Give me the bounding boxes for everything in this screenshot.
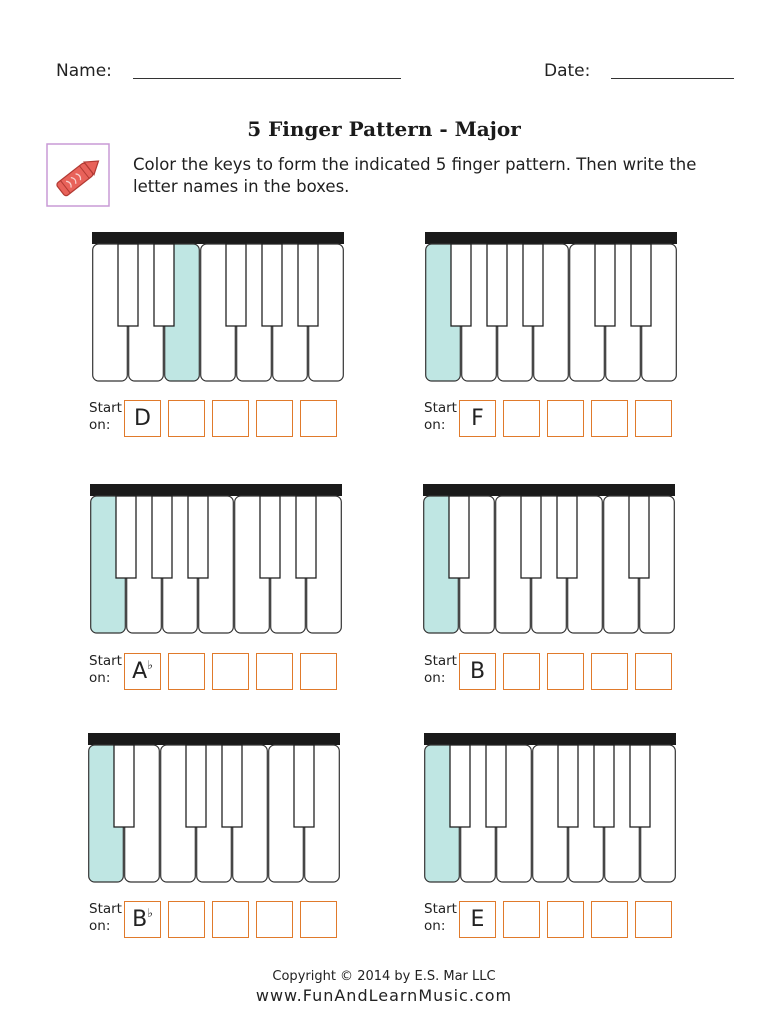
instructions-text: Color the keys to form the indicated 5 finger pattern. Then write the letter names in the boxes. bbox=[133, 155, 697, 196]
start-on-label bbox=[424, 400, 457, 434]
black-key[interactable] bbox=[262, 244, 282, 326]
start-note-letter: E bbox=[470, 907, 485, 932]
letter-answer-box[interactable] bbox=[168, 901, 205, 938]
copyright-text: Copyright © 2014 by E.S. Mar LLC bbox=[272, 969, 496, 984]
black-key[interactable] bbox=[118, 244, 138, 326]
crayon-icon bbox=[46, 143, 110, 207]
letter-answer-box[interactable] bbox=[547, 653, 584, 690]
black-key[interactable] bbox=[152, 496, 172, 578]
start-on-label bbox=[89, 901, 122, 935]
letter-answer-box[interactable] bbox=[300, 901, 337, 938]
keyboard-top-bar bbox=[423, 484, 675, 496]
start-label-line: Start bbox=[424, 400, 457, 416]
black-key[interactable] bbox=[154, 244, 174, 326]
letter-answer-box[interactable] bbox=[212, 400, 249, 437]
black-key[interactable] bbox=[630, 745, 650, 827]
black-key[interactable] bbox=[487, 244, 507, 326]
flat-sign: ♭ bbox=[147, 905, 153, 920]
letter-answer-box[interactable] bbox=[591, 653, 628, 690]
letter-answer-box[interactable] bbox=[256, 653, 293, 690]
on-label-line: on: bbox=[424, 918, 446, 934]
black-key[interactable] bbox=[558, 745, 578, 827]
letter-answer-box[interactable] bbox=[256, 400, 293, 437]
black-key[interactable] bbox=[449, 496, 469, 578]
black-key[interactable] bbox=[186, 745, 206, 827]
black-key[interactable] bbox=[486, 745, 506, 827]
start-note-box bbox=[124, 653, 161, 690]
letter-answer-box[interactable] bbox=[168, 400, 205, 437]
start-label-line: Start bbox=[89, 653, 122, 669]
black-key[interactable] bbox=[521, 496, 541, 578]
start-label-line: Start bbox=[424, 901, 457, 917]
black-key[interactable] bbox=[631, 244, 651, 326]
black-key[interactable] bbox=[557, 496, 577, 578]
start-on-label bbox=[424, 901, 457, 935]
start-note-letter: D bbox=[134, 406, 151, 431]
black-key[interactable] bbox=[226, 244, 246, 326]
name-line[interactable] bbox=[133, 78, 401, 79]
keyboard-top-bar bbox=[92, 232, 344, 244]
black-key[interactable] bbox=[451, 244, 471, 326]
letter-answer-box[interactable] bbox=[300, 400, 337, 437]
on-label-line: on: bbox=[89, 670, 111, 686]
letter-answer-box[interactable] bbox=[547, 901, 584, 938]
start-on-label bbox=[89, 400, 122, 434]
letter-answer-box[interactable] bbox=[300, 653, 337, 690]
date-line[interactable] bbox=[611, 78, 734, 79]
letter-answer-box[interactable] bbox=[168, 653, 205, 690]
black-key[interactable] bbox=[260, 496, 280, 578]
black-key[interactable] bbox=[188, 496, 208, 578]
website-url[interactable]: www.FunAndLearnMusic.com bbox=[255, 986, 513, 1005]
start-note-letter: A bbox=[132, 659, 148, 684]
date-label: Date: bbox=[544, 61, 591, 81]
black-key[interactable] bbox=[594, 745, 614, 827]
on-label-line: on: bbox=[424, 417, 446, 433]
start-note-box bbox=[459, 653, 496, 690]
start-on-label bbox=[89, 653, 122, 687]
black-key[interactable] bbox=[294, 745, 314, 827]
letter-answer-box[interactable] bbox=[635, 400, 672, 437]
start-label-line: Start bbox=[424, 653, 457, 669]
letter-answer-box[interactable] bbox=[547, 400, 584, 437]
piano-keyboard[interactable] bbox=[423, 484, 675, 634]
letter-answer-box[interactable] bbox=[503, 653, 540, 690]
black-key[interactable] bbox=[298, 244, 318, 326]
on-label-line: on: bbox=[89, 417, 111, 433]
start-note-box bbox=[124, 400, 161, 437]
black-key[interactable] bbox=[450, 745, 470, 827]
piano-svg[interactable] bbox=[425, 232, 677, 382]
black-key[interactable] bbox=[296, 496, 316, 578]
start-note-letter: B bbox=[132, 907, 148, 932]
piano-svg[interactable] bbox=[424, 733, 676, 883]
keyboard-top-bar bbox=[90, 484, 342, 496]
black-key[interactable] bbox=[629, 496, 649, 578]
letter-answer-box[interactable] bbox=[212, 901, 249, 938]
black-key[interactable] bbox=[595, 244, 615, 326]
start-note-letter: F bbox=[471, 406, 484, 431]
start-on-label bbox=[424, 653, 457, 687]
letter-answer-box[interactable] bbox=[635, 901, 672, 938]
piano-svg[interactable] bbox=[88, 733, 340, 883]
name-label: Name: bbox=[56, 61, 112, 81]
black-key[interactable] bbox=[523, 244, 543, 326]
page-title: 5 Finger Pattern - Major bbox=[247, 117, 521, 141]
flat-sign: ♭ bbox=[147, 657, 153, 672]
keyboard-top-bar bbox=[424, 733, 676, 745]
piano-keyboard[interactable] bbox=[425, 232, 677, 382]
piano-keyboard[interactable] bbox=[92, 232, 344, 382]
letter-answer-box[interactable] bbox=[503, 400, 540, 437]
piano-keyboard[interactable] bbox=[88, 733, 340, 883]
piano-keyboard[interactable] bbox=[424, 733, 676, 883]
letter-answer-box[interactable] bbox=[256, 901, 293, 938]
piano-svg[interactable] bbox=[423, 484, 675, 634]
letter-answer-box[interactable] bbox=[635, 653, 672, 690]
letter-answer-box[interactable] bbox=[212, 653, 249, 690]
start-note-box bbox=[459, 400, 496, 437]
start-label-line: Start bbox=[89, 901, 122, 917]
letter-answer-box[interactable] bbox=[591, 901, 628, 938]
black-key[interactable] bbox=[116, 496, 136, 578]
keyboard-top-bar bbox=[425, 232, 677, 244]
start-note-box bbox=[124, 901, 161, 938]
piano-svg[interactable] bbox=[90, 484, 342, 634]
on-label-line: on: bbox=[424, 670, 446, 686]
piano-svg[interactable] bbox=[92, 232, 344, 382]
letter-answer-box[interactable] bbox=[591, 400, 628, 437]
start-label-line: Start bbox=[89, 400, 122, 416]
start-note-letter: B bbox=[469, 659, 486, 684]
keyboard-top-bar bbox=[88, 733, 340, 745]
start-note-box bbox=[459, 901, 496, 938]
black-key[interactable] bbox=[114, 745, 134, 827]
piano-keyboard[interactable] bbox=[90, 484, 342, 634]
black-key[interactable] bbox=[222, 745, 242, 827]
on-label-line: on: bbox=[89, 918, 111, 934]
letter-answer-box[interactable] bbox=[503, 901, 540, 938]
